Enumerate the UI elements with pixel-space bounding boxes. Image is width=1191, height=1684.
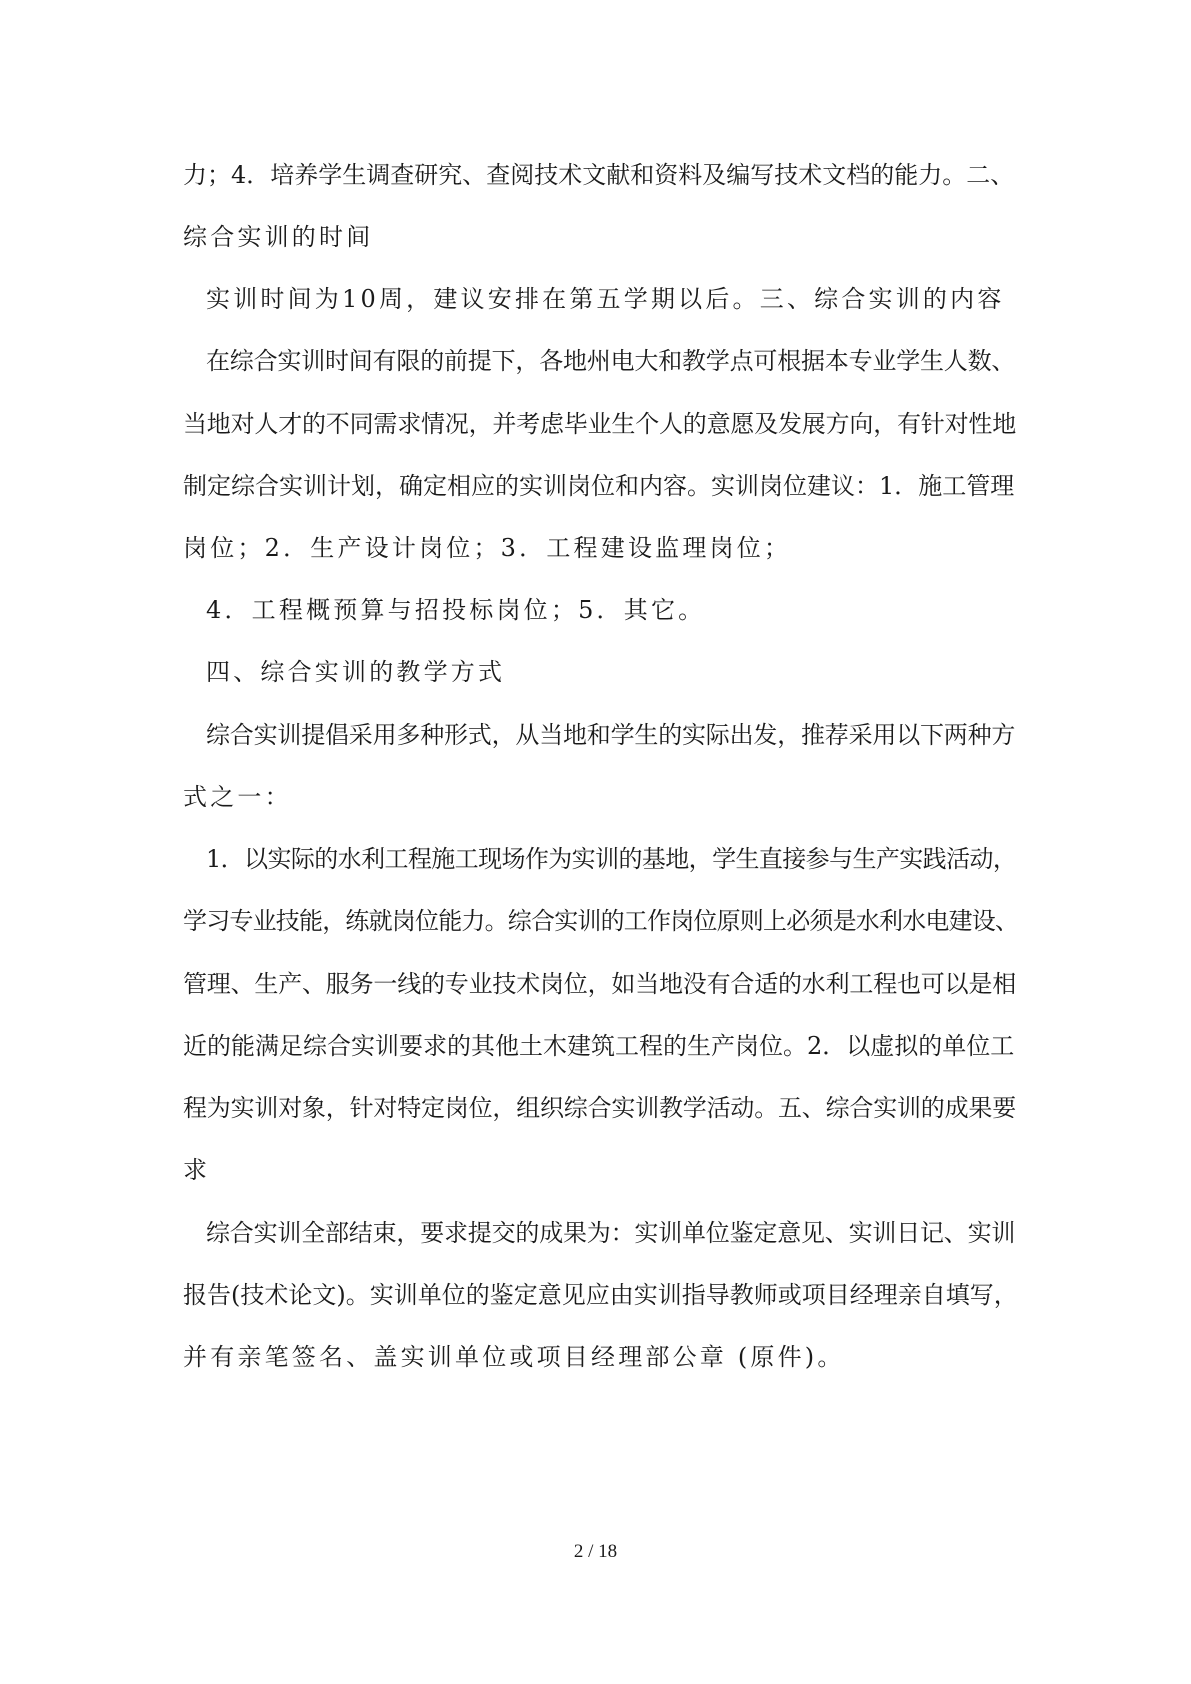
text-line: 1．以实际的水利工程施工现场作为实训的基地，学生直接参与生产实践活动， bbox=[206, 845, 1017, 873]
text-line: 四、综合实训的教学方式 bbox=[206, 658, 506, 686]
text-line: 力；4．培养学生调查研究、查阅技术文献和资料及编写技术文档的能力。二、 bbox=[183, 161, 1015, 189]
text-line: 4．工程概预算与招投标岗位；5．其它。 bbox=[206, 596, 706, 624]
text-line: 综合实训的时间 bbox=[183, 223, 374, 251]
text-line: 综合实训全部结束，要求提交的成果为：实训单位鉴定意见、实训日记、实训 bbox=[206, 1219, 1016, 1247]
text-line: 制定综合实训计划，确定相应的实训岗位和内容。实训岗位建议：1．施工管理 bbox=[183, 472, 1015, 500]
text-line: 求 bbox=[183, 1156, 211, 1184]
text-line: 实训时间为10周，建议安排在第五学期以后。三、综合实训的内容 bbox=[206, 285, 1005, 313]
page-number: 2 / 18 bbox=[573, 1541, 618, 1562]
text-line: 综合实训提倡采用多种形式，从当地和学生的实际出发，推荐采用以下两种方 bbox=[206, 721, 1016, 749]
text-line: 学习专业技能，练就岗位能力。综合实训的工作岗位原则上必须是水利水电建设、 bbox=[183, 907, 1019, 935]
text-line: 程为实训对象，针对特定岗位，组织综合实训教学活动。五、综合实训的成果要 bbox=[183, 1094, 1016, 1122]
text-line: 在综合实训时间有限的前提下，各地州电大和教学点可根据本专业学生人数、 bbox=[206, 347, 1016, 375]
text-line: 近的能满足综合实训要求的其他土木建筑工程的生产岗位。2．以虚拟的单位工 bbox=[183, 1032, 1015, 1060]
text-line: 报告(技术论文)。实训单位的鉴定意见应由实训指导教师或项目经理亲自填写， bbox=[183, 1281, 1018, 1309]
text-line: 式之一： bbox=[183, 783, 292, 811]
text-line: 并有亲笔签名、盖实训单位或项目经理部公章 (原件)。 bbox=[183, 1343, 845, 1371]
text-line: 岗位；2．生产设计岗位；3．工程建设监理岗位； bbox=[183, 534, 792, 562]
text-line: 当地对人才的不同需求情况，并考虑毕业生个人的意愿及发展方向，有针对性地 bbox=[183, 410, 1016, 438]
text-line: 管理、生产、服务一线的专业技术岗位，如当地没有合适的水利工程也可以是相 bbox=[183, 970, 1016, 998]
